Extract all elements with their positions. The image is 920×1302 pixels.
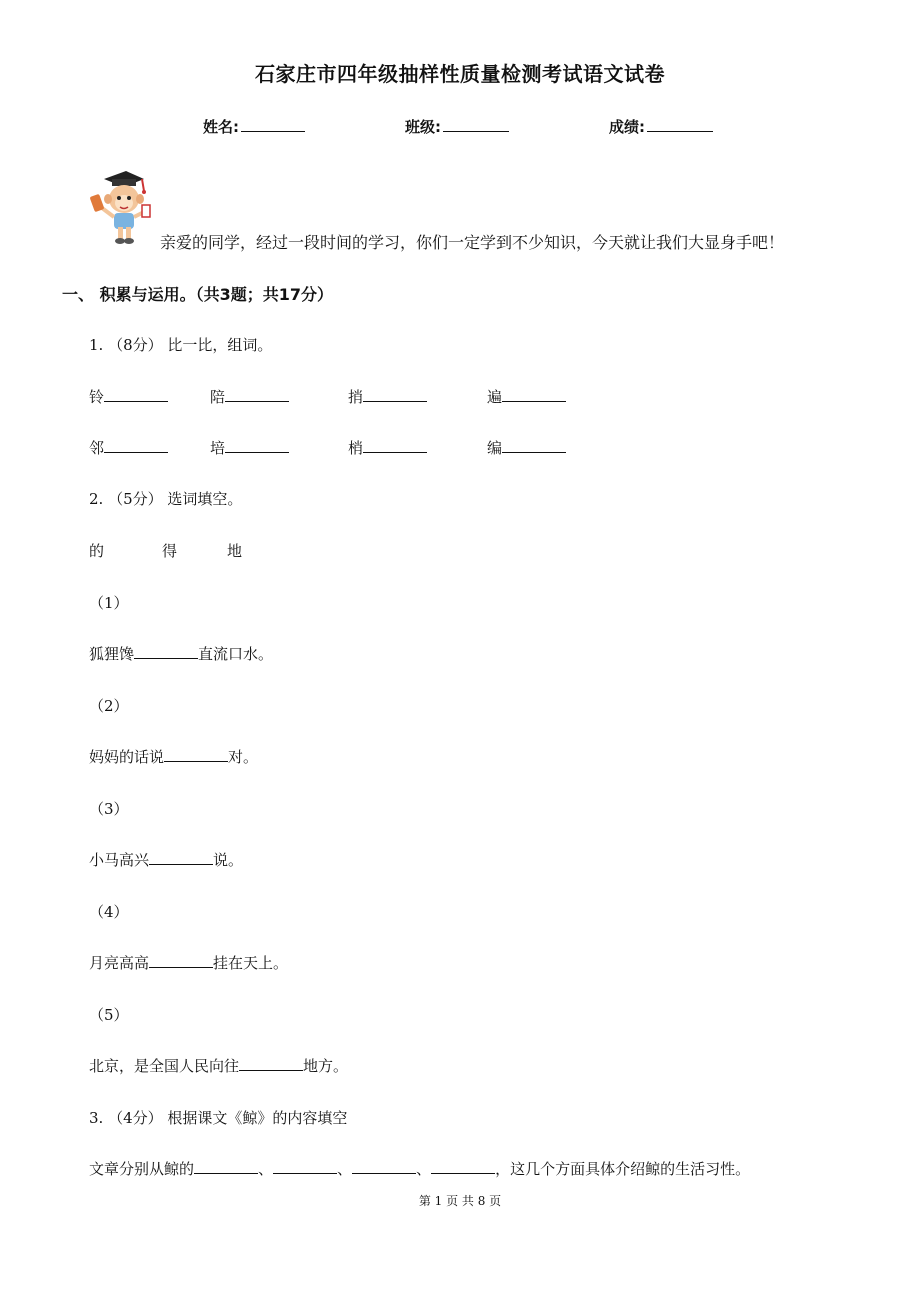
page-title: 石家庄市四年级抽样性质量检测考试语文试卷	[255, 62, 665, 86]
sentence-start: 小马高兴	[89, 851, 150, 869]
sentence-end: 对。	[228, 748, 259, 766]
q1-r2-c1	[89, 437, 168, 458]
q1-r2-c4	[487, 437, 566, 458]
answer-blank[interactable]	[134, 644, 198, 659]
q2-option: 地	[227, 542, 243, 560]
q2-item-sentence	[89, 952, 288, 973]
q1-char: 捎	[348, 388, 364, 406]
q2-item-number: （2）	[89, 697, 129, 715]
q1-heading: 1. （8分） 比一比，组词。	[89, 336, 273, 354]
separator: 、	[258, 1160, 274, 1178]
section-heading: 一、 积累与运用。（共3题；共17分）	[62, 285, 333, 304]
answer-blank[interactable]	[352, 1159, 416, 1174]
q2-heading: 2. （5分） 选词填空。	[89, 490, 243, 508]
answer-blank[interactable]	[225, 438, 289, 453]
name-blank[interactable]	[241, 117, 305, 132]
q3-heading: 3. （4分） 根据课文《鲸》的内容填空	[89, 1109, 348, 1127]
q2-option: 得	[162, 542, 178, 560]
q2-item-number: （3）	[89, 800, 129, 818]
q1-char: 编	[487, 439, 503, 457]
answer-blank[interactable]	[502, 438, 566, 453]
answer-blank[interactable]	[273, 1159, 337, 1174]
name-label: 姓名:	[203, 118, 239, 136]
q1-r1-c3	[348, 386, 427, 407]
q2-item-number: （5）	[89, 1006, 129, 1024]
q2-item-number: （4）	[89, 903, 129, 921]
q2-item-sentence	[89, 643, 273, 664]
q2-item-number: （1）	[89, 594, 129, 612]
q1-char: 铃	[89, 388, 105, 406]
q1-char: 梢	[348, 439, 364, 457]
answer-blank[interactable]	[363, 387, 427, 402]
sentence-start: 月亮高高	[89, 954, 150, 972]
sentence-end: 地方。	[303, 1057, 349, 1075]
sentence-start: 妈妈的话说	[89, 748, 165, 766]
student-mascot-icon	[86, 165, 152, 247]
name-field	[203, 116, 305, 137]
class-blank[interactable]	[443, 117, 509, 132]
q2-item-sentence	[89, 746, 258, 767]
answer-blank[interactable]	[363, 438, 427, 453]
q2-option: 的	[89, 542, 105, 560]
q1-r2-c3	[348, 437, 427, 458]
sentence-start: 狐狸馋	[89, 645, 135, 663]
q2-item-sentence	[89, 849, 243, 870]
sentence-end: 直流口水。	[198, 645, 274, 663]
score-label: 成绩:	[609, 118, 645, 136]
sentence-end: 说。	[213, 851, 244, 869]
q3-sentence	[89, 1158, 750, 1179]
answer-blank[interactable]	[502, 387, 566, 402]
answer-blank[interactable]	[239, 1056, 303, 1071]
answer-blank[interactable]	[225, 387, 289, 402]
score-field	[609, 116, 713, 137]
answer-blank[interactable]	[194, 1159, 258, 1174]
answer-blank[interactable]	[431, 1159, 495, 1174]
answer-blank[interactable]	[149, 850, 213, 865]
answer-blank[interactable]	[104, 438, 168, 453]
sentence-end: 挂在天上。	[213, 954, 289, 972]
q1-r2-c2	[210, 437, 289, 458]
q2-item-sentence	[89, 1055, 348, 1076]
sentence-start: 文章分别从鲸的	[89, 1160, 195, 1178]
answer-blank[interactable]	[104, 387, 168, 402]
page-footer: 第 1 页 共 8 页	[418, 1194, 502, 1208]
class-label: 班级:	[405, 118, 441, 136]
answer-blank[interactable]	[149, 953, 213, 968]
q1-char: 培	[210, 439, 226, 457]
answer-blank[interactable]	[164, 747, 228, 762]
separator: 、	[416, 1160, 432, 1178]
q1-char: 遍	[487, 388, 503, 406]
separator: 、	[337, 1160, 353, 1178]
q1-r1-c2	[210, 386, 289, 407]
q1-char: 邻	[89, 439, 105, 457]
score-blank[interactable]	[647, 117, 713, 132]
sentence-start: 北京，是全国人民向往	[89, 1057, 240, 1075]
q1-char: 陪	[210, 388, 226, 406]
q1-r1-c1	[89, 386, 168, 407]
sentence-end: ，这几个方面具体介绍鲸的生活习性。	[495, 1160, 751, 1178]
q1-r1-c4	[487, 386, 566, 407]
greeting-text: 亲爱的同学，经过一段时间的学习，你们一定学到不少知识，今天就让我们大显身手吧！	[160, 233, 785, 252]
class-field	[405, 116, 509, 137]
